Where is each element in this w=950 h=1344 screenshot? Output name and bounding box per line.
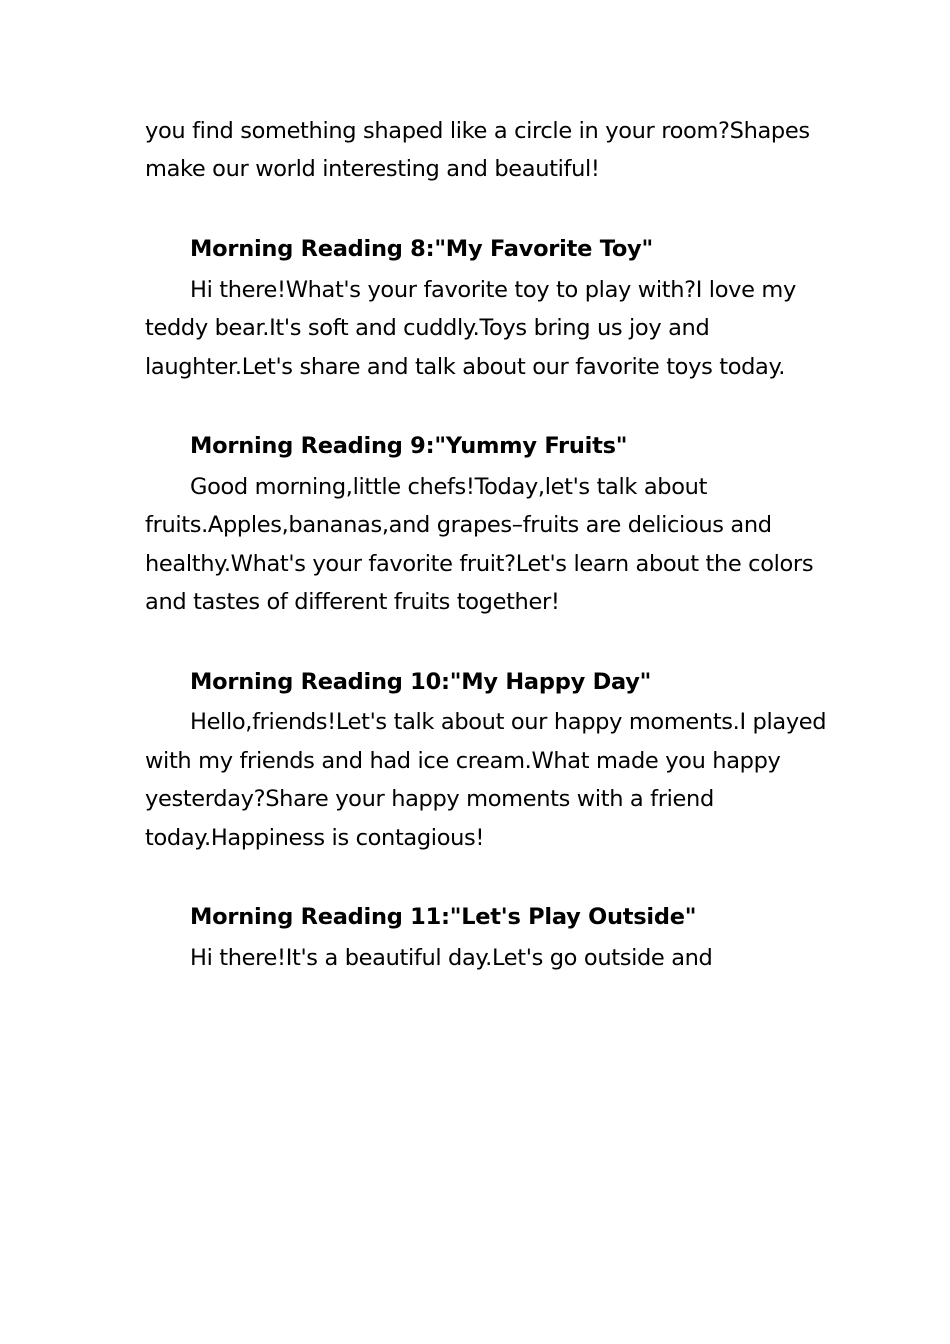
paragraph-line: Hi there!What's your favorite toy to play with?I love my: [190, 277, 796, 303]
section-heading: Morning Reading 11:"Let's Play Outside": [190, 904, 697, 930]
paragraph-line: yesterday?Share your happy moments with a friend: [145, 786, 714, 812]
paragraph-line: healthy.What's your favorite fruit?Let's learn about the colors: [145, 551, 814, 577]
section-heading: Morning Reading 9:"Yummy Fruits": [190, 433, 628, 459]
paragraph-line: Hello,friends!Let's talk about our happy moments.I played: [190, 709, 827, 735]
paragraph-line: teddy bear.It's soft and cuddly.Toys bring us joy and: [145, 315, 710, 341]
paragraph-line: and tastes of different fruits together!: [145, 589, 560, 615]
intro-line: make our world interesting and beautiful!: [145, 156, 600, 182]
section-heading: Morning Reading 10:"My Happy Day": [190, 669, 652, 695]
paragraph-line: fruits.Apples,bananas,and grapes–fruits are delicious and: [145, 512, 772, 538]
paragraph-line: laughter.Let's share and talk about our favorite toys today.: [145, 354, 786, 380]
section-heading: Morning Reading 8:"My Favorite Toy": [190, 236, 653, 262]
intro-line: you find something shaped like a circle in your room?Shapes: [145, 118, 810, 144]
paragraph-line: today.Happiness is contagious!: [145, 825, 485, 851]
paragraph-line: with my friends and had ice cream.What made you happy: [145, 748, 781, 774]
paragraph-line: Hi there!It's a beautiful day.Let's go outside and: [190, 945, 713, 971]
paragraph-line: Good morning,little chefs!Today,let's talk about: [190, 474, 708, 500]
